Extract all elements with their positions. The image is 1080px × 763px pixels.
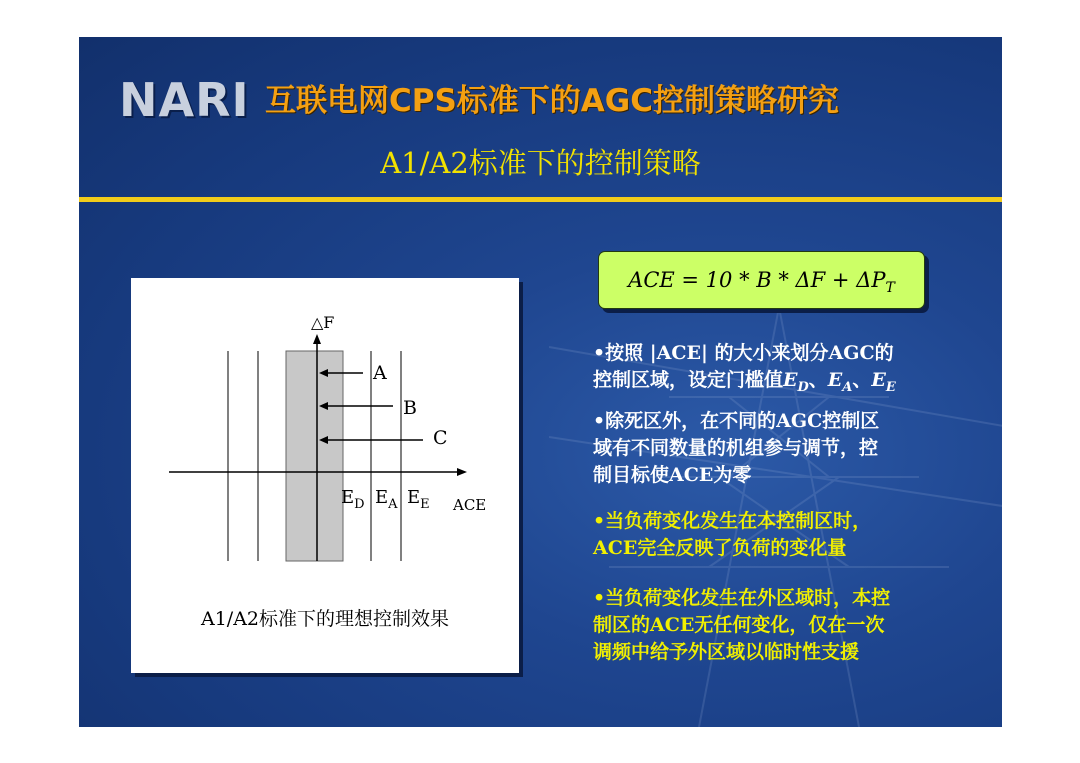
slide-subtitle: A1/A2标准下的控制策略 [380,146,701,180]
threshold-label-ee: $E_E$ [407,487,430,512]
threshold-label-ea: $E_A$ [375,487,398,512]
bullet-line: 调频中给予外区域以临时性支援 [593,641,860,663]
y-axis-label: △F [311,313,335,332]
formula-subscript: T [885,280,895,297]
formula-text: ACE = 10 * B * ΔF + ΔP [628,268,886,292]
diagram-card [131,278,519,673]
slide [79,37,1002,727]
ace-formula [598,251,925,309]
diagram-caption: A1/A2标准下的理想控制效果 [200,608,450,630]
bullet-line: 控制区域，设定门槛值$E_D$、$E_A$、$E_E$ [593,369,896,395]
bullet-control-zones [593,408,879,489]
x-axis-label: ACE [453,496,487,514]
arrow-label-b: B [403,397,417,419]
bullet-external-load-change [593,585,890,666]
bullet-line: •当负荷变化发生在外区域时，本控 [593,587,891,609]
bullet-line: •按照 |ACE| 的大小来划分AGC的 [593,342,894,364]
bullet-local-load-change [593,508,871,562]
control-zone-diagram [131,278,519,578]
dead-band-region [286,351,343,561]
nari-logo: NARI [119,73,250,127]
bullet-line: 域有不同数量的机组参与调节，控 [593,437,879,459]
slide-title: 互联电网CPS标准下的AGC控制策略研究 [265,83,839,119]
bullet-threshold [593,340,896,401]
bullet-line: •当负荷变化发生在本控制区时， [593,510,872,532]
bullet-line: •除死区外，在不同的AGC控制区 [593,410,880,432]
title-divider [79,197,1002,202]
arrow-label-a: A [373,362,387,384]
arrow-label-c: C [433,427,448,449]
bullet-line: 制区的ACE无任何变化，仅在一次 [593,614,885,636]
bullet-line: 制目标使ACE为零 [593,464,752,486]
threshold-label-ed: $E_D$ [341,487,365,512]
bullet-line: ACE完全反映了负荷的变化量 [593,537,847,559]
y-axis-arrowhead [313,334,321,344]
x-axis-arrowhead [457,468,467,476]
